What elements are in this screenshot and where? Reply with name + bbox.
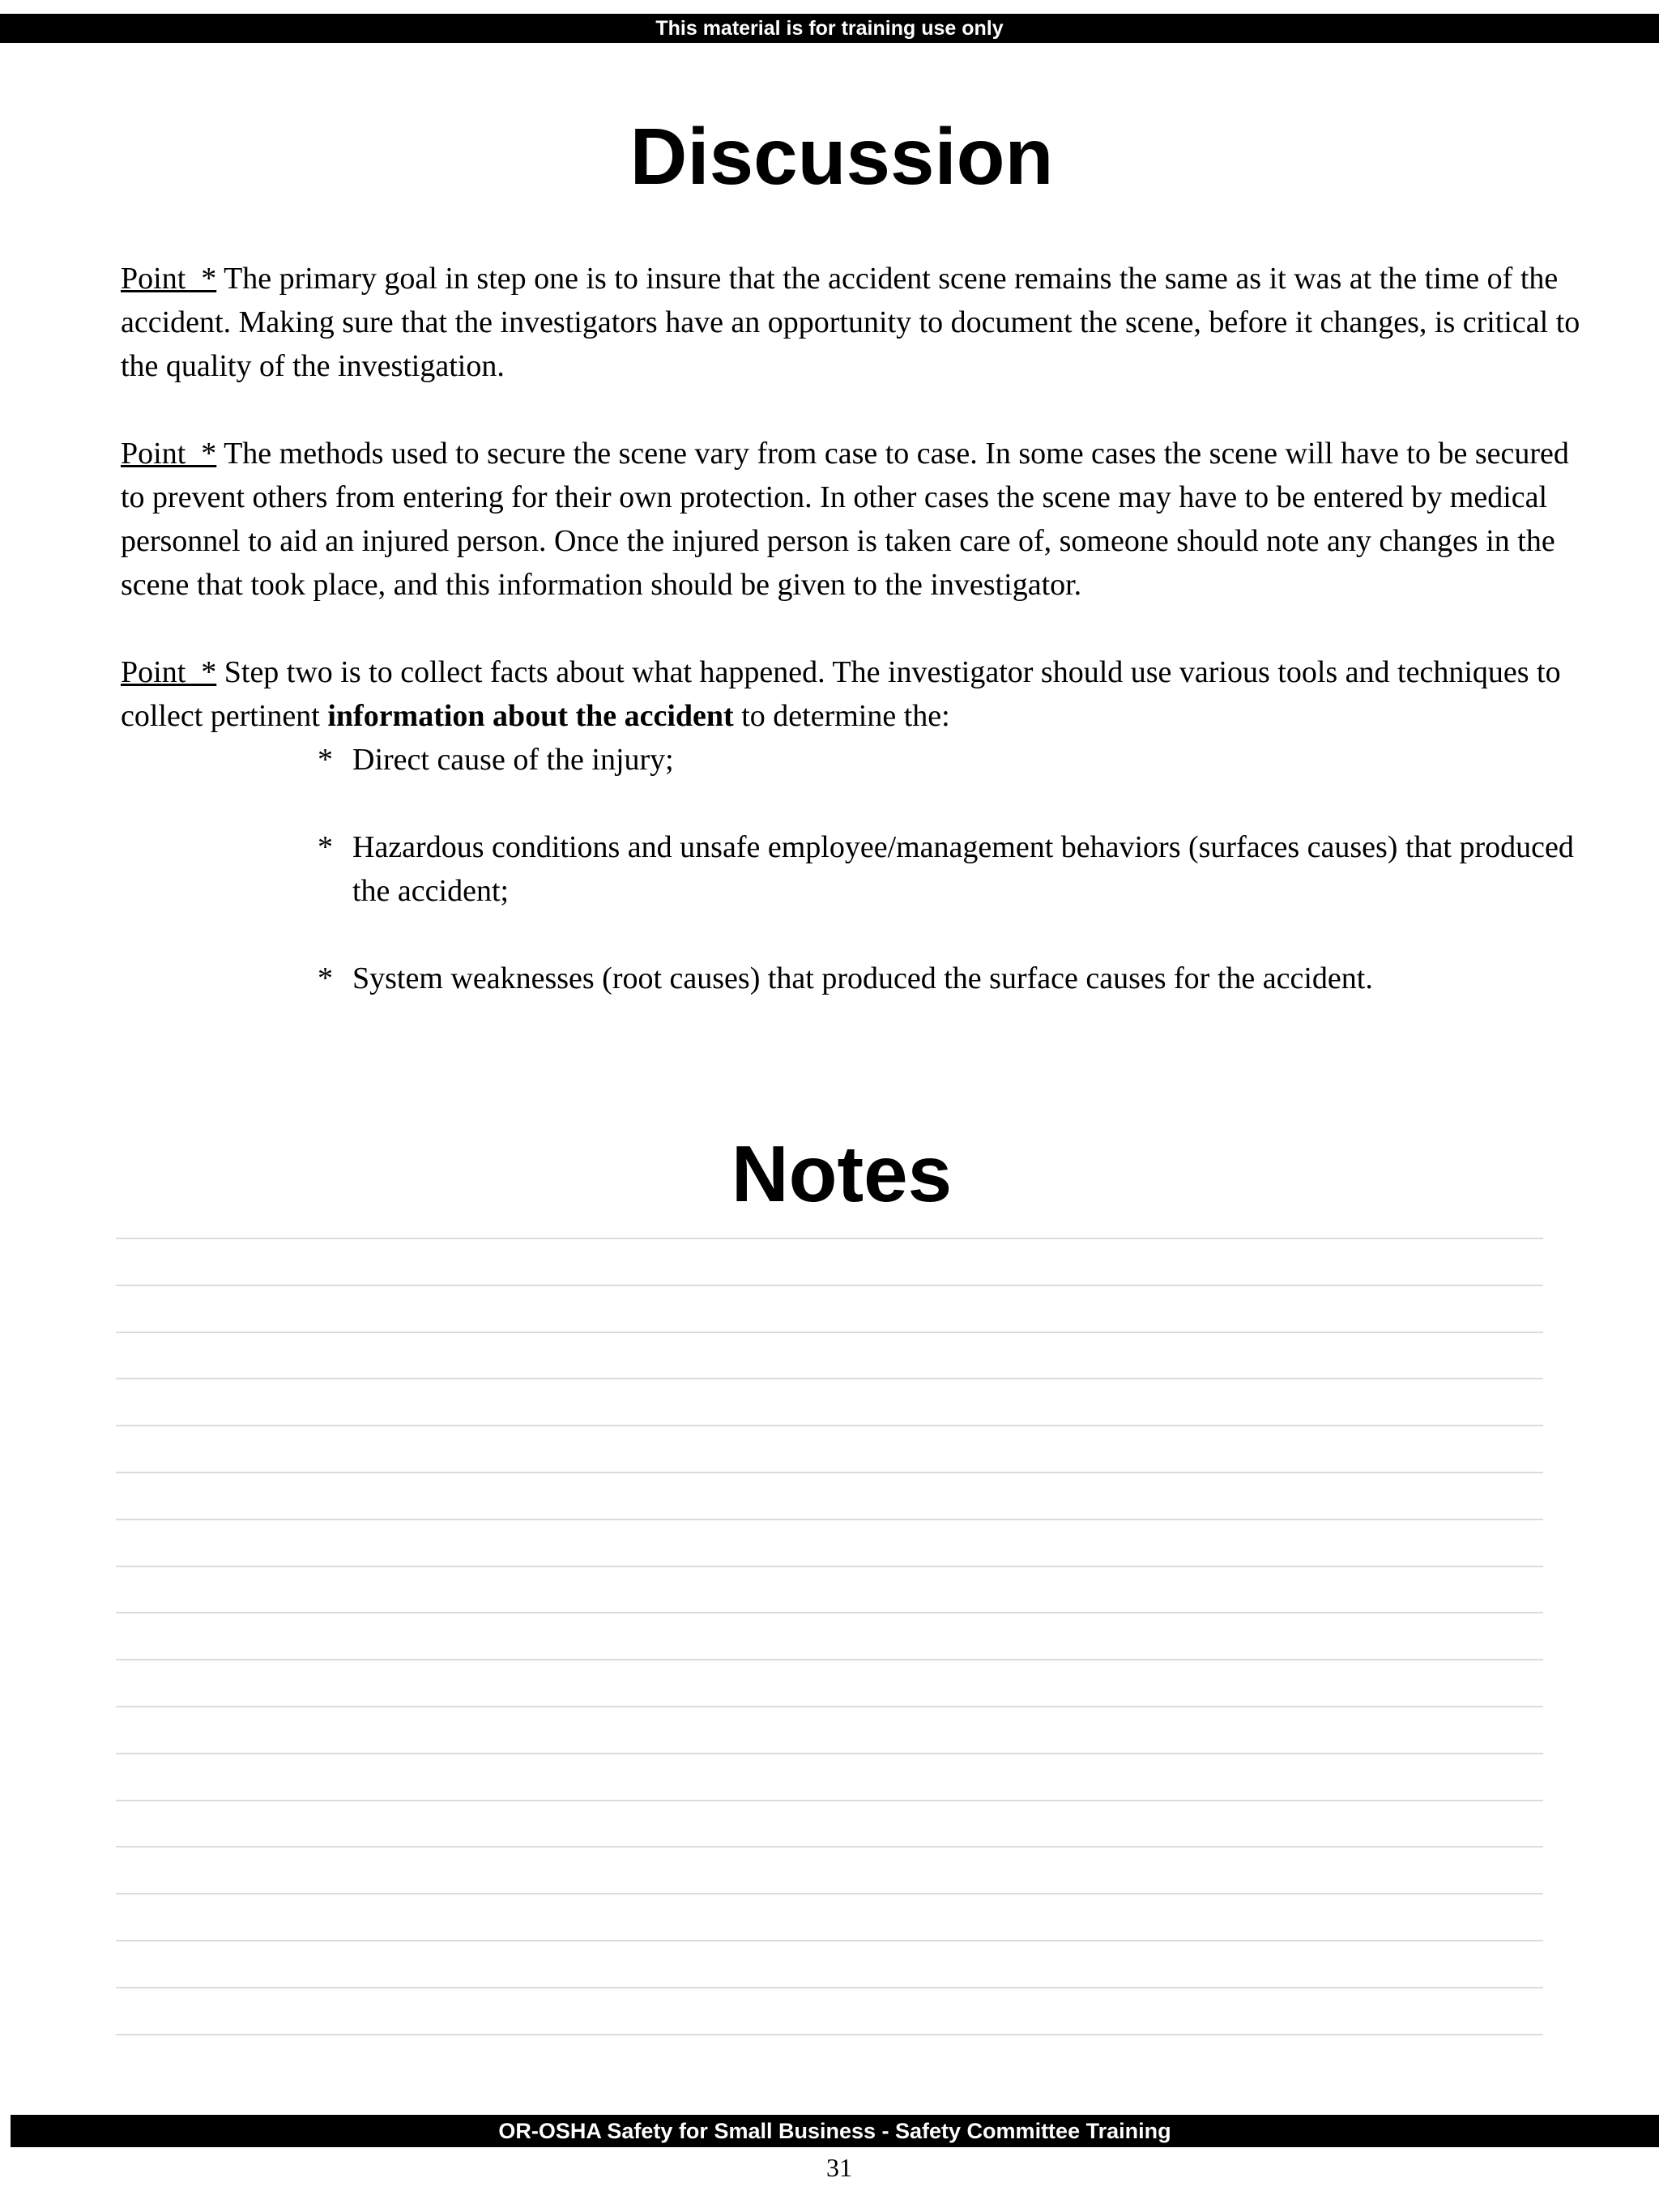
cause-bullet-list [121, 738, 1595, 1000]
note-line [116, 1519, 1543, 1566]
point-label: Point * [121, 262, 217, 296]
course-footer-banner: OR-OSHA Safety for Small Business - Safety Committee Training [11, 2115, 1659, 2147]
point-label: Point * [121, 655, 217, 689]
discussion-paragraph [121, 432, 1595, 607]
discussion-paragraph [121, 257, 1595, 388]
note-line [116, 1940, 1543, 1987]
training-banner: This material is for training use only [0, 14, 1659, 43]
asterisk-bullet-icon: * [318, 743, 333, 777]
note-line [116, 1285, 1543, 1332]
point-label: Point * [121, 437, 217, 471]
page-number: 31 [826, 2153, 852, 2182]
note-line [116, 1706, 1543, 1753]
note-line [116, 1612, 1543, 1659]
bullet-text: Direct cause of the injury; [352, 743, 674, 777]
bullet-item [318, 957, 1595, 1000]
paragraph-text: The methods used to secure the scene vary from case to case. In some cases the scene will have to be secured to prevent others from entering for their own protection. In other cases the scene may have to be entered by medical personnel to aid an injured person. Once the injured person is taken care of, someone should note any changes in the scene that took place, and this information should be given to the investigator. [121, 437, 1569, 602]
asterisk-bullet-icon: * [318, 830, 333, 864]
bullet-item [318, 738, 1595, 782]
note-line [116, 1238, 1543, 1285]
note-line [116, 1425, 1543, 1472]
note-line [116, 1800, 1543, 1847]
discussion-body [121, 257, 1595, 1000]
bullet-text: System weaknesses (root causes) that produced the surface causes for the accident. [352, 961, 1373, 995]
asterisk-bullet-icon: * [318, 961, 333, 995]
note-line [116, 1332, 1543, 1379]
note-line [116, 1987, 1543, 2034]
notes-title: Notes [731, 1129, 953, 1218]
note-line [116, 1472, 1543, 1519]
paragraph-text: Step two is to collect facts about what happened. The investigator should use various tools and techniques to collect pertinent [121, 655, 1561, 733]
note-line [116, 2034, 1543, 2081]
note-line [116, 1566, 1543, 1613]
discussion-paragraph [121, 650, 1595, 738]
bullet-text: Hazardous conditions and unsafe employee/management behaviors (surfaces causes) that produced the accident; [352, 830, 1574, 908]
notes-ruled-lines [116, 1238, 1543, 2080]
note-line [116, 1753, 1543, 1800]
note-line [116, 1893, 1543, 1940]
note-line [116, 1378, 1543, 1425]
note-line [116, 1846, 1543, 1893]
paragraph-text: to determine the: [733, 699, 950, 733]
note-line [116, 1659, 1543, 1706]
bullet-item [318, 825, 1595, 913]
paragraph-bold-text: information about the accident [327, 699, 734, 733]
discussion-title: Discussion [629, 112, 1054, 201]
paragraph-text: The primary goal in step one is to insure that the accident scene remains the same as it was at the time of the accident. Making sure that the investigators have an opportunity to document the scene, before it changes, is critical to the quality of the investigation. [121, 262, 1580, 383]
